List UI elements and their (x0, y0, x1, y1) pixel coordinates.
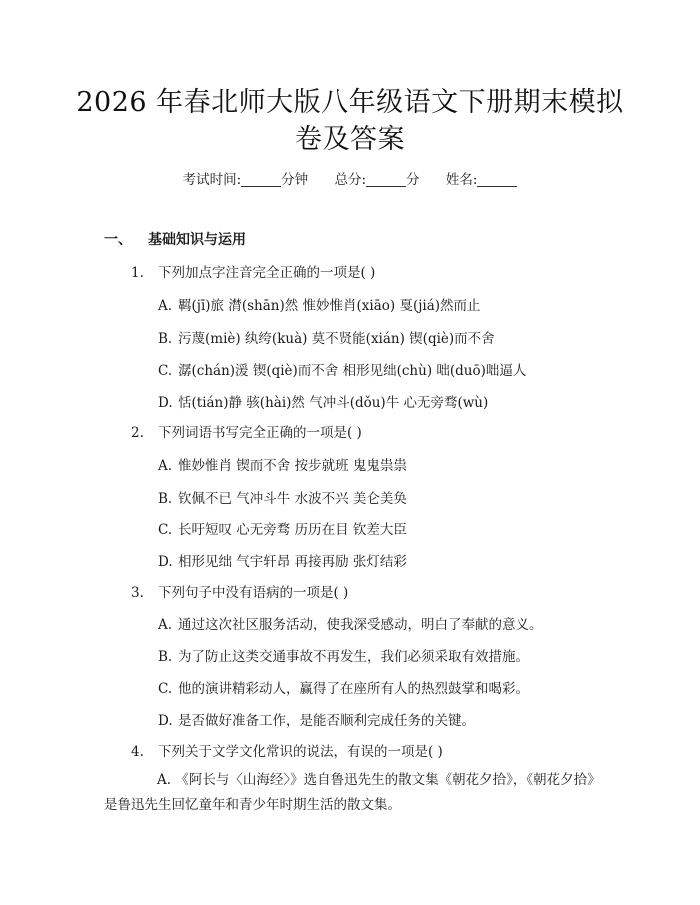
option-letter: A. (158, 458, 173, 474)
section-number: 一、 (104, 232, 132, 248)
option-text: 长吁短叹 心无旁骛 历历在目 钦差大臣 (178, 522, 407, 538)
question-number: 1. (131, 265, 144, 281)
question-3-option-a (158, 613, 543, 633)
option-letter: C. (158, 522, 173, 538)
student-name-field (446, 168, 518, 188)
exam-meta-row (0, 168, 700, 188)
question-1-option-d (158, 391, 488, 411)
option-text: 污蔑(miè) 纨绔(kuà) 莫不贤能(xián) 锲(qiè)而不舍 (178, 331, 495, 347)
option-text: 是否做好准备工作，是能否顺利完成任务的关键。 (178, 713, 475, 729)
option-text: 通过这次社区服务活动，使我深受感动，明白了奉献的意义。 (178, 617, 543, 633)
question-1-option-a (158, 294, 481, 314)
option-letter: B. (158, 331, 173, 347)
total-score-field (334, 168, 419, 188)
total-score-unit: 分 (406, 172, 420, 188)
section-heading (104, 229, 246, 249)
option-text: 相形见绌 气宇轩昂 再接再励 张灯结彩 (178, 554, 407, 570)
option-letter: D. (158, 554, 173, 570)
option-text: 惟妙惟肖 锲而不舍 按步就班 鬼鬼祟祟 (178, 458, 407, 474)
exam-time-blank (241, 172, 281, 187)
question-4 (131, 740, 443, 760)
question-2 (131, 421, 362, 441)
question-text: 下列词语书写完全正确的一项是( ) (158, 425, 362, 441)
option-text: 羁(jī)旅 潸(shān)然 惟妙惟肖(xiāo) 戛(jiá)然而止 (178, 298, 481, 314)
document-title-line-2: 卷及答案 (295, 124, 405, 155)
question-number: 4. (131, 744, 144, 760)
option-text: 潺(chán)湲 锲(qiè)而不舍 相形见绌(chù) 咄(duō)咄逼人 (178, 363, 527, 379)
option-letter: A. (158, 298, 173, 314)
question-number: 2. (131, 425, 144, 441)
question-text: 下列关于文学文化常识的说法，有误的一项是( ) (158, 744, 443, 760)
question-3-option-d (158, 709, 475, 729)
question-3-option-b (158, 645, 529, 665)
option-letter: C. (158, 681, 173, 697)
question-1 (131, 261, 375, 281)
question-1-option-c (158, 359, 526, 379)
question-1-option-b (158, 327, 495, 347)
option-text: 为了防止这类交通事故不再发生，我们必须采取有效措施。 (178, 649, 529, 665)
question-4-option-a-paragraph: A. 《阿长与〈山海经〉》选自鲁迅先生的散文集《朝花夕拾》，《朝花夕拾》是鲁迅先生回忆童年和青少年时期生活的散文集。 (104, 772, 601, 813)
question-text: 下列加点字注音完全正确的一项是( ) (158, 265, 376, 281)
option-letter: D. (158, 713, 173, 729)
option-letter: B. (158, 491, 173, 507)
question-2-option-d (158, 550, 407, 570)
exam-time-unit: 分钟 (281, 172, 309, 188)
section-title: 基础知识与运用 (148, 232, 246, 248)
total-score-blank (366, 172, 406, 187)
exam-time-field (183, 168, 309, 188)
question-number: 3. (131, 585, 144, 601)
student-name-label: 姓名: (445, 172, 478, 188)
option-letter: A. (158, 617, 173, 633)
total-score-label: 总分: (334, 172, 367, 188)
option-text: 钦佩不已 气冲斗牛 水波不兴 美仑美奂 (178, 491, 407, 507)
question-3 (131, 581, 348, 601)
question-2-option-a (158, 454, 407, 474)
option-letter: C. (158, 363, 173, 379)
option-text: 恬(tián)静 骇(hài)然 气冲斗(dǒu)牛 心无旁骛(wù) (178, 395, 489, 411)
question-2-option-c (158, 518, 407, 538)
question-text: 下列句子中没有语病的一项是( ) (158, 585, 349, 601)
option-text: 他的演讲精彩动人，赢得了在座所有人的热烈鼓掌和喝彩。 (178, 681, 529, 697)
exam-time-label: 考试时间: (182, 172, 242, 188)
student-name-blank (477, 172, 517, 187)
option-letter: B. (158, 649, 173, 665)
question-3-option-c (158, 677, 529, 697)
question-2-option-b (158, 487, 407, 507)
document-title-line-1: 2026 年春北师大版八年级语文下册期末模拟 (76, 87, 624, 118)
option-letter: D. (158, 395, 173, 411)
